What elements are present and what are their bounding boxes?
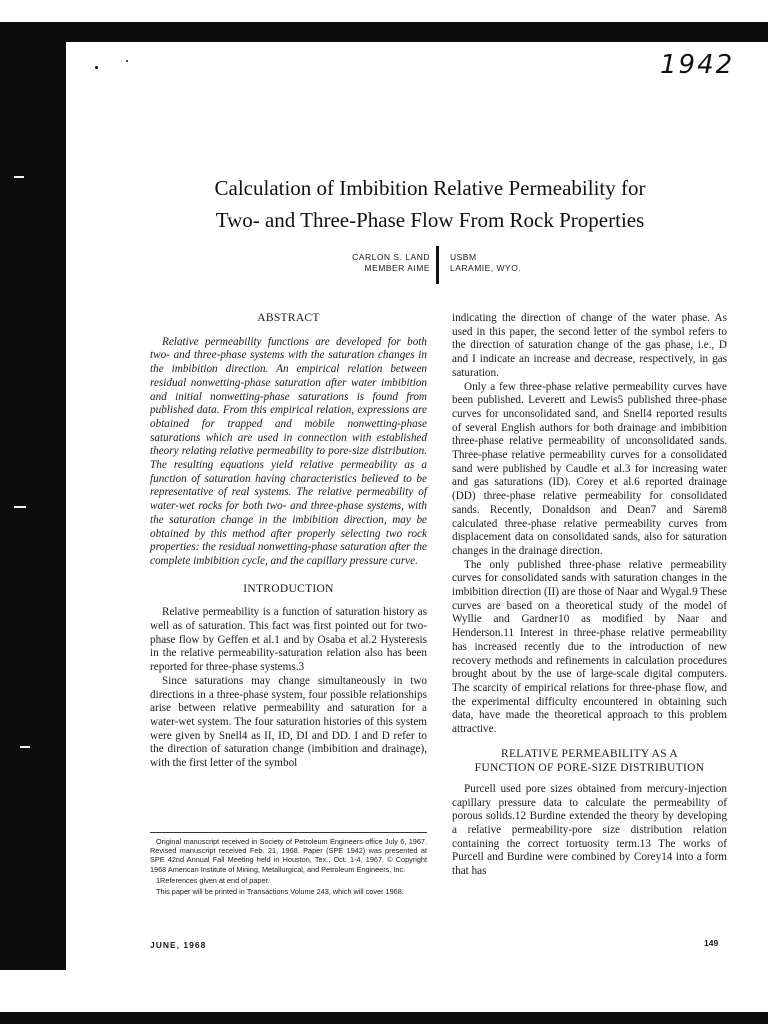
right-paragraph-1: indicating the direction of change of the water phase. As used in this paper, the second letter of the symbol refers to the direction of saturation change of the gas phase, i.e., D and I indicate an increase and decrease, respectively, in gas saturation.	[452, 312, 727, 379]
affiliation-place: LARAMIE, WYO.	[450, 263, 522, 273]
introduction-heading: INTRODUCTION	[243, 582, 334, 595]
section-heading-line-1: RELATIVE PERMEABILITY AS A	[501, 747, 678, 760]
section-heading-line-2: FUNCTION OF PORE-SIZE DISTRIBUTION	[474, 761, 705, 774]
scan-speck	[126, 60, 128, 62]
section-heading-pore-size	[452, 747, 727, 775]
author-block	[300, 252, 720, 286]
paper-title	[150, 172, 710, 236]
page-number: 149	[704, 938, 719, 948]
scan-edge-mark	[20, 746, 30, 748]
intro-paragraph-2: Since saturations may change simultaneously in two directions in a three-phase system, four possible relationships arise between relative permeability and saturation for a water-wet system. The four saturation histories of this system were given by Snell4 as II, ID, DI and DD. I and D refer to the direction of saturation change (imbibition and drainage), with the first letter of the symbol	[150, 674, 427, 770]
intro-paragraph-1: Relative permeability is a function of saturation history as well as of saturation. This fact was first pointed out for two-phase flow by Geffen et al.1 and by Osaba et al.2 Hysteresis in the relative permeability-saturation relation also has been reported for three-phase systems.3	[150, 606, 427, 674]
footnotes	[150, 832, 427, 898]
abstract-text: Relative permeability functions are developed for both two- and three-phase systems with the saturation changes in the imbibition direction. An empirical relation between residual nonwetting-phase saturation after water imbibition and initial nonwetting-phase saturations is found from published data. From this empirical relation, expressions are obtained for trapped and mobile nonwetting-phase saturations which are used in connection with established theory relating relative permeability to pore-size distribution. The resulting equations yield relative permeability as a function of saturation having characteristics believed to be representative of real systems. The relative permeability of water-wet rocks for both two- and three-phase systems, with the saturation change in the imbibition direction, may be obtained by this method after properly selecting two rock properties: the residual nonwetting-phase saturation after the complete imbibition cycle, and the capillary pressure curve.	[150, 335, 427, 567]
author-membership: MEMBER AIME	[364, 263, 430, 273]
title-line-2: Two- and Three-Phase Flow From Rock Properties	[215, 208, 645, 232]
footnote-references: 1References given at end of paper.	[156, 875, 270, 885]
footer-date: JUNE, 1968	[150, 940, 207, 950]
affiliation-info	[450, 252, 521, 274]
scan-top-border	[0, 22, 768, 42]
affiliation-org: USBM	[450, 252, 477, 262]
abstract-heading: ABSTRACT	[257, 312, 320, 324]
title-line-1: Calculation of Imbibition Relative Permeability for	[214, 176, 646, 200]
scan-speck	[95, 66, 98, 69]
scan-edge-mark	[14, 176, 24, 178]
right-paragraph-2: Only a few three-phase relative permeability curves have been published. Leverett and Lewis5 published three-phase curves for unconsolidated sand, and Snell4 reported results of several English authors for both drainage and imbibition three-phase relative permeability of unconsolidated sands. Three-phase relative permeability curves for a consolidated sand were published by Caudle et al.3 for increasing water and gas saturations (ID). Corey et al.6 reported drainage (DD) three-phase relative permeability for consolidated sands. Recently, Donaldson and Dean7 and Sarem8 calculated three-phase relative permeability curves from displacement data on consolidated sands, also for saturation changes in the drainage direction.	[452, 380, 727, 557]
author-divider	[436, 246, 439, 284]
author-name: CARLON S. LAND	[352, 252, 430, 262]
scan-top-margin	[0, 0, 768, 22]
right-paragraph-3: The only published three-phase relative permeability curves for consolidated sands with saturation changes in the imbibition direction (II) are those of Naar and Wygal.9 These curves are based on a theoretical study of the model of Wyllie and Gardner10 as modified by Naar and Henderson.11 Interest in three-phase relative permeability has increased recently due to the introduction of new recovery methods and refinements in calculation procedures brought about by the use of large-scale digital computers. The scarcity of empirical relations for three-phase flow, and the experimental difficulty encountered in obtaining such data, have made the theoretical approach to this problem attractive.	[452, 558, 727, 736]
footnote-transactions: This paper will be printed in Transactions Volume 243, which will cover 1968.	[156, 887, 404, 897]
scan-left-border	[0, 22, 66, 970]
right-column	[452, 312, 727, 879]
right-paragraph-4: Purcell used pore sizes obtained from mercury-injection capillary pressure data to calculate the permeability of porous solids.12 Burdine extended the theory by developing a relative permeability-pore size distribution relation containing the correct tortuosity term.13 The works of Purcell and Burdine were combined by Corey14 into a form that has	[452, 782, 727, 878]
handwritten-paper-number: 1942	[660, 50, 735, 80]
author-info	[352, 252, 430, 274]
left-column	[150, 312, 427, 771]
scan-edge-mark	[14, 506, 26, 508]
footnote-manuscript: Original manuscript received in Society of Petroleum Engineers office July 6, 1967. Revised manuscript received Feb. 21, 1968. Paper (SPE 1942) was presented at SPE 42nd Annual Fall Meeting held in Houston, Tex., Oct. 1-4, 1967. © Copyright 1968 American Institute of Mining, Metallurgical, and Petroleum Engineers, Inc.	[150, 837, 427, 874]
scan-bottom-border	[0, 1012, 768, 1024]
